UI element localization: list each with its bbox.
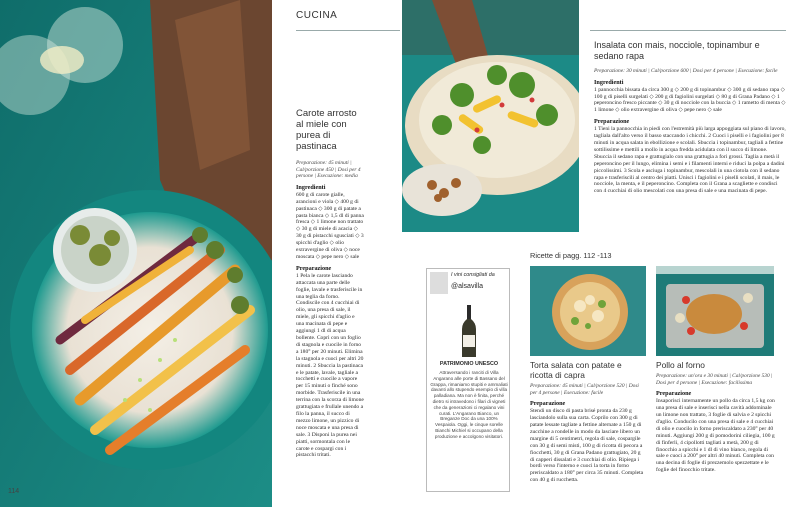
wine-heading: I vini consigliati da	[451, 272, 495, 278]
recipe-3	[656, 360, 778, 474]
wine-label: PATRIMONIO UNESCO	[439, 361, 499, 367]
author-avatar	[430, 272, 448, 294]
recipe-title: Carote arrosto al miele con purea di pastinaca	[296, 108, 357, 152]
recipe-3-method-heading: Preparazione	[656, 390, 692, 398]
ingredients-heading: Ingredienti	[296, 183, 326, 191]
method-text: 1 Pela le carote lasciando attaccata una parte delle foglie, lavale e trasferiscile in una teglia da forno. Condiscile con 4 cucchiai di olio, una presa di sale, il miele, gli spicchi d'aglio e una macinata di pepe e aggiungi 1 dl di acqua bollente. Coprì con un foglio di stagnola e cuocile in forno a 180° per 20 minuti. Elimina la stagnola e cuoci per altri 20 minuti. 2 Sbuccia la pastinaca e le patate, lavale, tagliale a tocchetti e cuocile a vapore per 15 minuti o finché sono morbide. Trasferiscile in una terrina con la scorza di limone grattugiata e frullale unendo a filo la panna, il succo di mezzo limone, un pizzico di noce moscata e una presa di sale. 3 Disponi la purea nei piatti, sormontala con le carote e cospargi con i pistacchi tritati.	[296, 272, 364, 459]
recipe-1-ingredients: 1 pannocchia bissata da circa 300 g ◇ 200 g di topinambur ◇ 300 g di sedano rapa ◇ 100 g di piselli surgelati ◇ 200 g di fagiolini surgelati ◇ 80 g di Grana Padano ◇ 1 peperoncino fresco piccante ◇ 30 g di nocciole con la buccia ◇ 1 rametto di menta ◇ 1 limone ◇ olio extravergine di oliva ◇ pepe nero ◇ sale	[594, 86, 786, 114]
recipe-2-meta: Preparazione: 45 minuti | Cal/porzione 520 | Dosi per 4 persone | Esecuzione: facile	[530, 383, 639, 396]
section-label: CUCINA	[296, 10, 338, 21]
header-rule	[296, 30, 400, 31]
recipes-ref: Ricette di pagg. 112 -113	[530, 251, 612, 260]
carrots-photo	[0, 0, 272, 507]
recipe-2-method-heading: Preparazione	[530, 400, 566, 408]
ingredients-text: 600 g di carote gialle, arancioni e viola ◇ 400 g di pastinaca ◇ 300 g di patate a pasta bianca ◇ 1,5 dl di panna fresca ◇ 1 limone non trattato ◇ 30 g di miele di acacia ◇ 30 g di pistacchi sgusciati ◇ 3 spicchi d'aglio ◇ olio extravergine di oliva ◇ noce moscata ◇ pepe nero ◇ sale	[296, 191, 364, 260]
wine-handle: @alsavilla	[451, 283, 484, 290]
header-rule-right	[590, 30, 786, 31]
wine-text: Attraversando i ranciti di Villa Angarano alle porte di Bassano del Grappa, rimaniamo stupiti e ammaliati davanti allo stupendo esempio di villa palladiana. Ma non è finita, perché dietro si intravedono i filari di vigneti che da generazioni ci regalano vini curati. L'Angarano Bianco, un Breganze Doc da una 100% Vespaiola. Oggi, le cinque sorelle Bianchi Michiel si occupano della produzione e accolgono visitatori.	[430, 370, 508, 439]
recipe-2-method: Stendi un disco di pasta brisé pronta da 230 g lasciandolo sulla sua carta. Coprilo con 300 g di patate lessate tagliate a fettine alternate a 150 g di zucchine a rondelle in modo da lasciare libero un margine di 5 centimetri, regola di sale, cospargile con 30 g di semi misti, 100 g di ricotta di pecora a fiocchetti, 30 g di Grana Padano grattugiato, 20 g di capperi dissalati e 3 cucchiai di olio. Ripiega i bordi verso l'interno e cuoci la torta in forno preriscaldato a 180° per circa 35 minuti. Completa con 40 g di rucchetta.	[530, 408, 644, 484]
recipe-3-title: Pollo al forno	[656, 360, 705, 370]
recipe-1-title: Insalata con mais, nocciole, topinambur e sedano rapa	[594, 40, 760, 61]
method-heading: Preparazione	[296, 264, 332, 272]
recipe-2-title: Torta salata con patate e ricotta di capra	[530, 360, 622, 380]
wine-box	[426, 268, 510, 492]
recipe-1-meta: Preparazione: 30 minuti | Cal/porzione 600 | Dosi per 4 persone | Esecuzione: facile	[594, 68, 778, 74]
salad-photo	[402, 0, 579, 232]
recipe-3-method: Insaporisci internamente un pollo da circa 1,5 kg con una presa di sale e inserisci nella cavità addominale un limone non trattato, 3 foglie di salvia e 2 spicchi d'aglio. Conducilo con una presa di sale e 4 cucchiai di olio e cuocilo in forno preriscaldato a 230° per 40 minuti. Aggiungi 200 g di pomodorini ciliegia, 100 g di finferli, 4 cipollotti tagliati a metà, 200 g di finocchio a spicchi e 1 dl di vino bianco, regola di sale e cuoci a 200° per altri 40 minuti. Completa con una decina di foglie di prezzemolo spezzettate e le foglie del finocchio tritate.	[656, 398, 775, 474]
page-number: 114	[8, 488, 20, 495]
recipe-2	[530, 360, 646, 484]
chicken-photo	[656, 266, 774, 356]
wine-bottle-icon	[461, 305, 477, 357]
recipe-1-method-heading: Preparazione	[594, 118, 630, 126]
recipe-3-meta: Preparazione: un'ora e 30 minuti | Cal/porzione 530 | Dosi per 4 persone | Esecuzione: facilissima	[656, 373, 773, 386]
recipe-1	[594, 40, 786, 195]
recipe-1-ingredients-heading: Ingredienti	[594, 78, 624, 86]
recipe-meta: Preparazione: 45 minuti | Cal/porzione 450 | Dosi per 4 persone | Esecuzione: media	[296, 160, 361, 180]
recipe-1-method: 1 Tieni la pannocchia in piedi con l'estremità più larga appoggiata sul piano di lavoro, tagliala dall'alto verso il basso staccando i chicchi. 2 Cuoci i piselli e i fagiolini per 8 minuti in acqua salata in ebollizione e scolali. Sbuccia i topinambur, tagliali a fettine sottilissime e mettili a mollo in acqua fredda acidulata con il succo di limone. Sbuccia il sedano rapa e grattugialo con una grattugia a fori grossi. Taglia a metà il peperoncino per il lungo, elimina i semi e i filamenti interni e riduci la polpa a dadini piccolissimi. 3 Scola e asciuga i topinambur, mescolali in una ciotola con il sedano rapa e trasferiscili al centro dei piatti. Unisci i fagiolini e i piselli scolati, il mais, le nocciole, la menta, e il peperoncino. Completa con il Grana a scagliette e condisci con 4 cucchiai di olio mescolati con una presa di sale e una macinata di pepe.	[594, 126, 786, 195]
tart-photo	[530, 266, 646, 356]
left-recipe	[296, 108, 364, 459]
